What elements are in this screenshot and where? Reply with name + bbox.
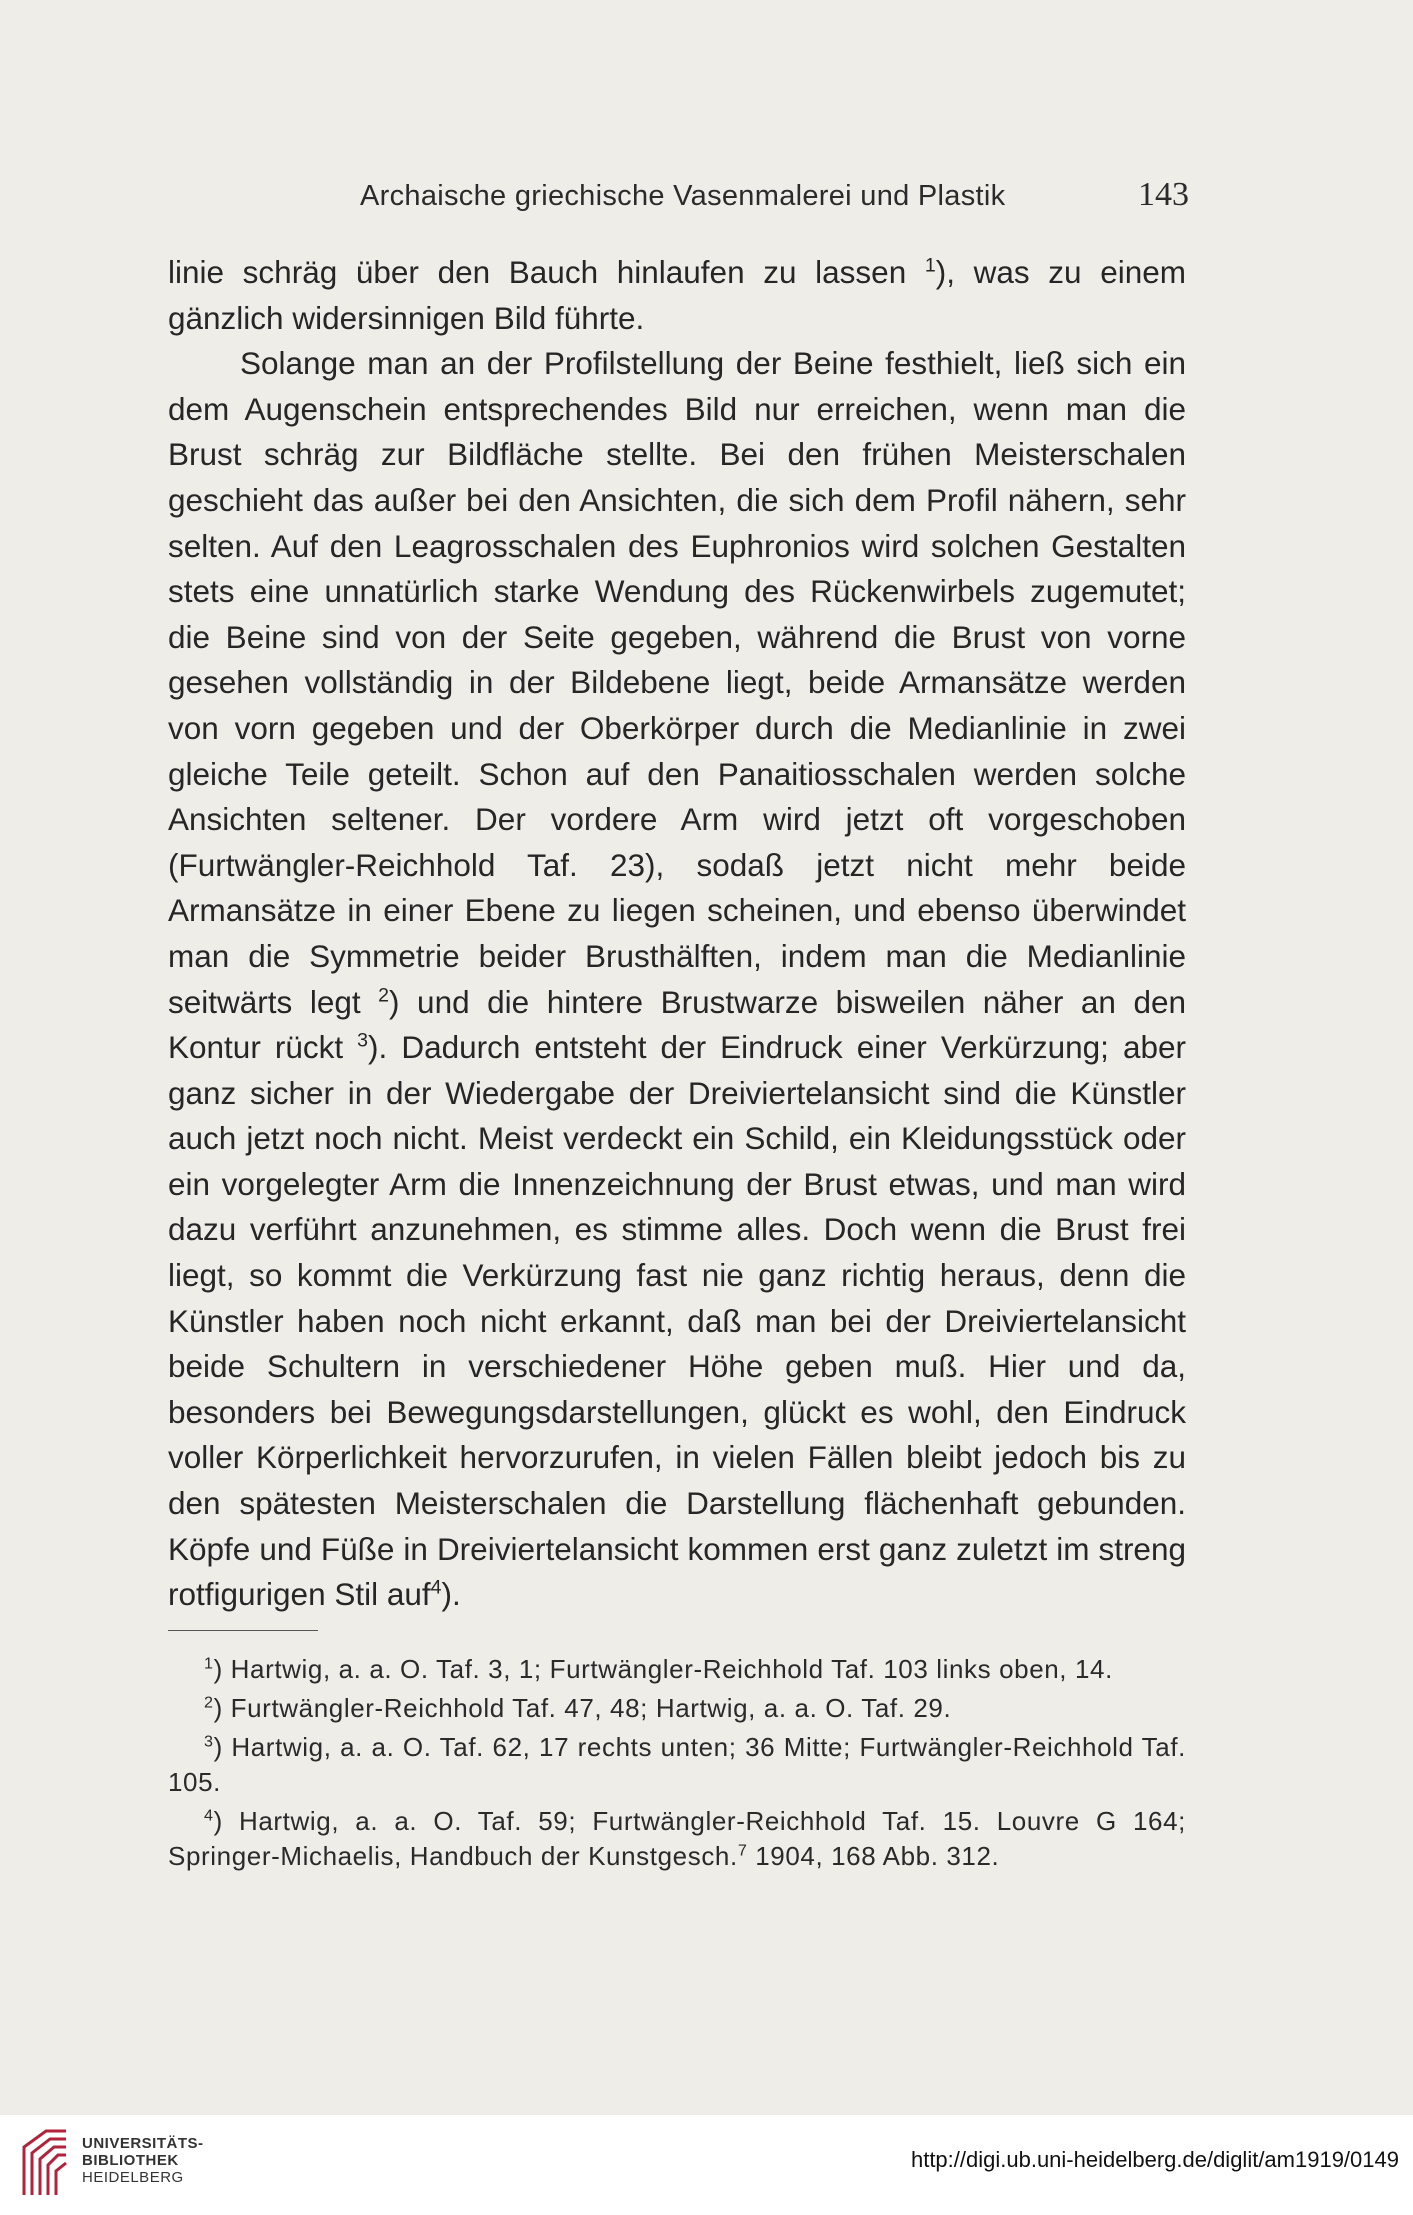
footnote-mark: 1 xyxy=(204,1654,214,1673)
page-header xyxy=(0,176,1413,226)
footnote-text: 1904, 168 Abb. 312. xyxy=(747,1841,1000,1871)
footnote-2 xyxy=(168,1691,1186,1726)
footnote-ref-3: 3 xyxy=(357,1029,369,1052)
source-url-link[interactable]: http://digi.ub.uni-heidelberg.de/diglit/am1919/0149 xyxy=(910,2147,1399,2172)
footnotes xyxy=(168,1652,1186,1878)
library-name-line: UNIVERSITÄTS- xyxy=(82,2135,204,2152)
body-text xyxy=(168,250,1186,1618)
library-name-line: HEIDELBERG xyxy=(82,2169,184,2186)
footnote-3 xyxy=(168,1730,1186,1800)
text-run: Solange man an der Profilstellung der Beine festhielt, ließ sich ein dem Augenschein entsprechendes Bild nur erreichen, wenn man die Brust schräg zur Bildfläche stellte. Bei den frühen Meisterschalen geschieht das außer bei den Ansichten, die sich dem Profil nähern, sehr selten. Auf den Leagrosschalen des Euphronios wird solchen Gestalten stets eine unnatürlich starke Wendung des Rückenwirbels zugemutet; die Beine sind von der Seite gegeben, während die Brust von vorne gesehen vollständig in der Bildebene liegt, beide Armansätze werden von vorn gegeben und der Oberkörper durch die Medianlinie in zwei gleiche Teile geteilt. Schon auf den Panaitiosschalen werden solche Ansichten seltener. Der vordere Arm wird jetzt oft vorgeschoben (Furtwängler-Reichhold Taf. 23), sodaß jetzt nicht mehr beide Armansätze in einer Ebene zu liegen scheinen, und ebenso überwindet man die Symmetrie beider Brusthälften, indem man die Medianlinie seitwärts legt xyxy=(168,345,1186,1020)
footnote-1 xyxy=(168,1652,1186,1687)
running-head: Archaische griechische Vasenmalerei und Plastik xyxy=(360,180,1006,212)
footnote-divider xyxy=(168,1630,318,1631)
footnote-ref-4: 4 xyxy=(430,1576,442,1599)
footnote-text: ) Hartwig, a. a. O. Taf. 62, 17 rechts unten; 36 Mitte; Furtwängler-Reichhold Taf. 105. xyxy=(168,1732,1186,1797)
footnote-mark: 3 xyxy=(204,1732,214,1751)
text-run: ), was zu einem gänzlich widersinnigen Bild führte. xyxy=(168,254,1187,336)
text-run: linie schräg über den Bauch hinlaufen zu lassen xyxy=(168,254,925,290)
footnote-ref-1: 1 xyxy=(924,254,936,277)
page-number: 143 xyxy=(1138,176,1189,213)
edition-superscript: 7 xyxy=(737,1841,748,1860)
text-run: ) und die hintere Brustwarze bisweilen näher an den Kontur rückt xyxy=(168,983,1186,1066)
footnote-text: ) Furtwängler-Reichhold Taf. 47, 48; Hartwig, a. a. O. Taf. 29. xyxy=(213,1693,952,1723)
footnote-text: ) Hartwig, a. a. O. Taf. 59; Furtwängler-Reichhold Taf. 15. Louvre G 164; Springer-Michaelis, Handbuch der Kunstgesch. xyxy=(168,1806,1186,1871)
footnote-mark: 4 xyxy=(204,1806,214,1825)
library-name-line: BIBLIOTHEK xyxy=(82,2152,179,2169)
library-footer xyxy=(0,2115,1413,2215)
text-run: ). xyxy=(441,1576,461,1613)
library-name xyxy=(82,2135,204,2186)
text-run: ). Dadurch entsteht der Eindruck einer Verkürzung; aber ganz sicher in der Wiedergabe der Dreiviertelansicht sind die Künstler auch jetzt noch nicht. Meist verdeckt ein Schild, ein Kleidungsstück oder ein vorgelegter Arm die Innenzeichnung der Brust etwas, und man wird dazu verführt anzunehmen, es stimme alles. Doch wenn die Brust frei liegt, so kommt die Verkürzung fast nie ganz richtig heraus, denn die Künstler haben noch nicht erkannt, daß man bei der Dreiviertelansicht beide Schultern in verschiedener Höhe geben muß. Hier und da, besonders bei Bewegungsdarstellungen, glückt es wohl, den Eindruck voller Körperlichkeit hervorzurufen, in vielen Fällen bleibt jedoch bis zu den spätesten Meisterschalen die Darstellung flächenhaft gebunden. Köpfe und Füße in Dreiviertelansicht kommen erst ganz zuletzt im streng rotfigurigen Stil auf xyxy=(168,1029,1187,1613)
footnote-mark: 2 xyxy=(204,1693,214,1712)
footnote-text: ) Hartwig, a. a. O. Taf. 3, 1; Furtwängler-Reichhold Taf. 103 links oben, 14. xyxy=(213,1654,1113,1684)
paragraph-1 xyxy=(168,250,1186,341)
ub-heidelberg-logo-icon xyxy=(16,2125,72,2197)
footnote-4 xyxy=(168,1804,1186,1874)
footnote-ref-2: 2 xyxy=(378,983,390,1006)
paragraph-2 xyxy=(168,341,1186,1618)
